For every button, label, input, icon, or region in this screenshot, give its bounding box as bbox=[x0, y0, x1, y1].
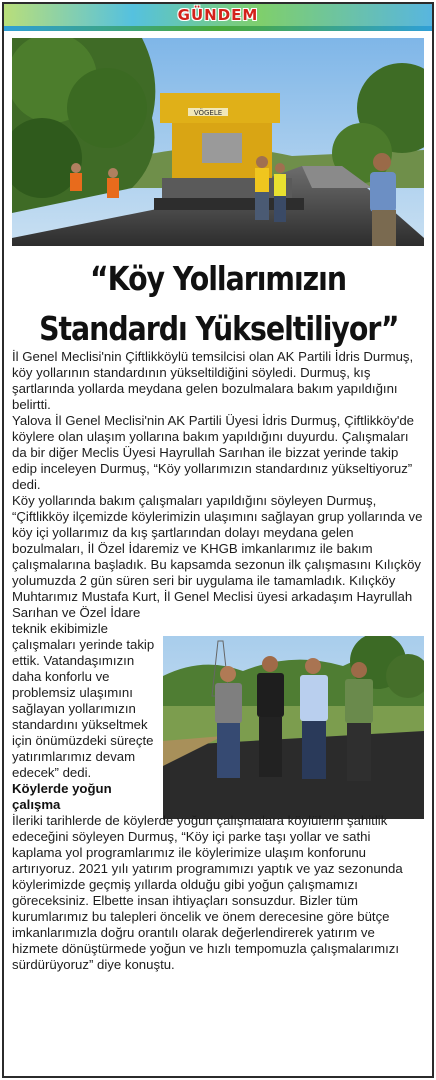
headline-line-1: “Köy Yollarımızın bbox=[89, 259, 347, 298]
machine-brand-text: VÖGELE bbox=[193, 109, 223, 117]
headline-line-2: Standardı Yükseltiliyor” bbox=[39, 309, 399, 348]
section-label: GÜNDEM bbox=[177, 6, 259, 24]
article-paragraph-3 bbox=[12, 493, 423, 781]
article-paragraph-2: Yalova İl Genel Meclisi'nin AK Partili Üyesi İdris Durmuş, Çiftlikköy'de köylere olan ulaşım yollarına bakım yapıldığını duyurdu. Çalışmaları da bir diğer Meclis Üyesi Hayrullah Sarıhan ile bizzat yerinde takip edip inceleyen Durmuş, “Köy yollarımızın standardınız yükseltiyoruz” dedi. bbox=[12, 413, 415, 492]
article-paragraph-1: İl Genel Meclisi'nin Çiftlikköylü temsilcisi olan AK Partili İdris Durmuş, köy yollarının standardının yükseltildiğini söyledi. Durmuş, kış şartlarında yollarda meydana gelen bozulmalara bakım yapıldığını belirtti. bbox=[12, 349, 414, 412]
headline bbox=[10, 254, 426, 354]
article-body bbox=[12, 349, 423, 973]
article-paragraph-3-start: Köy yollarında bakım çalışmaları yapıldığını söyleyen Durmuş, “Çiftlikköy ilçemizde köylerimizin ulaşımını sağlayan grup yollarında ve köy içi yollarımız da kış şartlarından dolayı meydana gelen bozulmaları, İl Özel İdaremiz ve KHGB imkanlarımız ile bakım çalışmalarına başladık. Bu kapsamda sezonun ilk çalışmasını Kılıçköy yolumuzda 2 gün süren seri bir uygulama ile tamamladık. Kılıçköy Muhtarımız Mustafa Kurt, İl Genel Meclisi bbox=[12, 493, 423, 604]
article-paragraph-4: İleriki tarihlerde de köylerde yoğun çalışmalara köylülerin şahitlik edeceğini söyleyen Durmuş, “Köy içi parke taşı yollar ve sathi kaplama yol programlarımız ile köylerimize ulaşım konforunu artırıyoruz. 2021 yılı yatırım programımızı yaptık ve yaz sezonunda köylerimizde geçmiş yıllarda olduğu gibi yoğun çalışmamızı göreceksiniz. Elbette insan ihtiyaçları sonsuzdur. Bizler tüm kurumlarımız bu talepleri öncelik ve önem derecesine göre bütçe imkanlarımızla doğru orantılı olarak değerlendirerek yatırım ve hizmete dönüştürmede yoğun ve hızlı tempomuzla çalışmalarımızı sürdürüyoruz” diye konuştu. bbox=[12, 813, 403, 972]
section-header-stripe bbox=[4, 26, 432, 31]
paving-machine-photo bbox=[12, 38, 424, 246]
photo-text-wrap-space bbox=[161, 609, 423, 797]
article-paragraph-3-end: üyesi arkadaşım Hayrullah Sarıhan ve Özel İdare teknik ekibimizle çalışmaları yerinde takip ettik. Vatandaşımızın daha konforlu ve problemsiz ulaşımını sağlayan yollarımızın standardını yükseltmek için önümüzdeki süreçte yatırımlarımız devam edecek” dedi. bbox=[12, 589, 413, 780]
article-subhead: Köylerde yoğun çalışma bbox=[12, 781, 112, 812]
